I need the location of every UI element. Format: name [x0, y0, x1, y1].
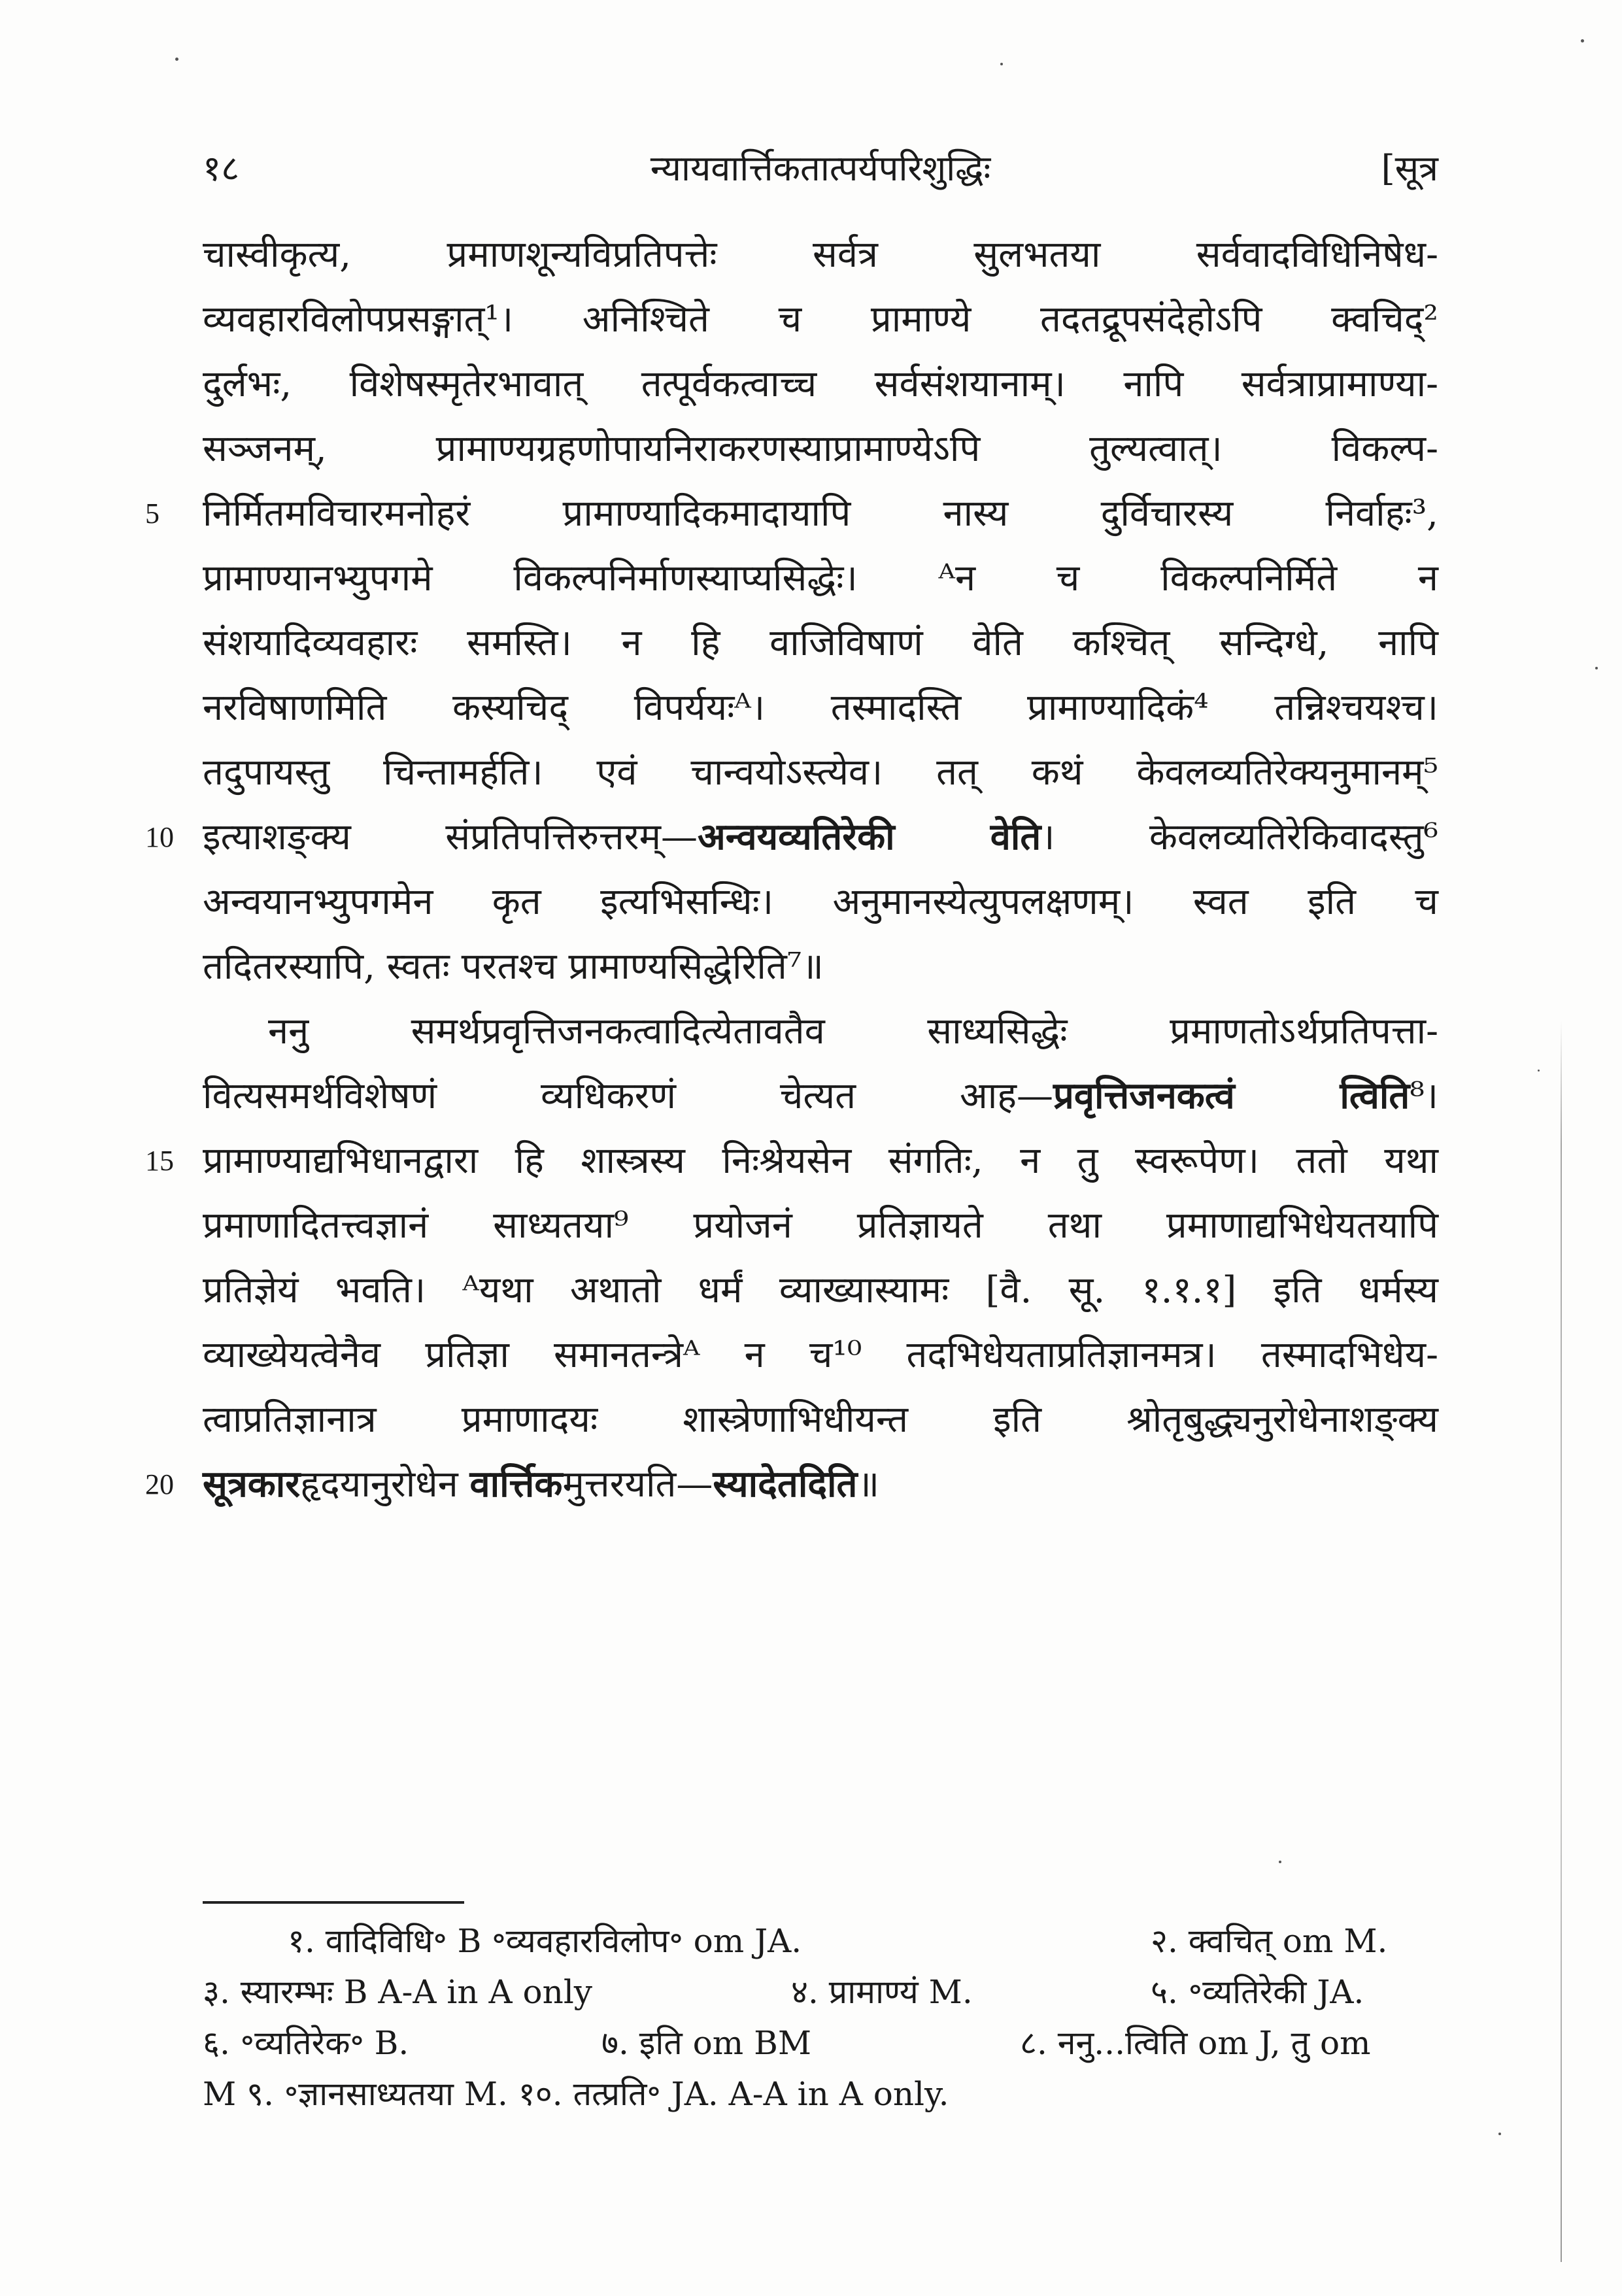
- section-marker: [सूत्र: [1381, 148, 1438, 189]
- text-segment: तदुपायस्तु चिन्तामर्हति। एवं चान्वयोऽस्त्येव। तत् कथं केवलव्यतिरेक्यनुमानम्⁵: [203, 751, 1438, 794]
- text-segment: त्वाप्रतिज्ञानात्र प्रमाणादयः शास्त्रेणाभिधीयन्त इति श्रोतृबुद्ध्यनुरोधेनाशङ्क्य: [203, 1398, 1438, 1441]
- scan-speck: [1595, 667, 1598, 669]
- main-text: [145, 222, 1438, 1517]
- text-line: [203, 869, 1438, 934]
- text-segment: हृदयानुरोधेन: [300, 1463, 470, 1506]
- text-segment: अन्वयानभ्युपगमेन कृत इत्यभिसन्धिः। अनुमानस्येत्युपलक्षणम्। स्वत इति च: [203, 881, 1438, 923]
- emphasized-text: अन्वयव्यतिरेकी वेति: [698, 815, 1041, 858]
- footnote-line: [203, 2068, 1432, 2119]
- footnote: ५. ॰व्यतिरेकी JA.: [1151, 1973, 1364, 2011]
- text-segment: । केवलव्यतिरेकिवादस्तु⁶: [1041, 816, 1438, 858]
- emphasized-text: स्यादेतदिति: [713, 1462, 858, 1506]
- text-line: [145, 1452, 1438, 1517]
- scan-speck: [1538, 1070, 1540, 1072]
- text-line: [203, 1193, 1438, 1258]
- text-line: [203, 546, 1438, 611]
- text-segment: चास्वीकृत्य, प्रमाणशून्यविप्रतिपत्तेः सर्वत्र सुलभतया सर्ववादविधिनिषेध-: [203, 233, 1438, 276]
- text-segment: व्यवहारविलोपप्रसङ्गात्¹। अनिश्चिते च प्रामाण्ये तदतद्रूपसंदेहोऽपि क्वचिद्²: [203, 298, 1438, 341]
- text-line: [203, 675, 1438, 740]
- text-segment: ⁸।: [1410, 1075, 1438, 1117]
- text-segment: प्रामाण्यानभ्युपगमे विकल्पनिर्माणस्याप्यसिद्धेः। ᴬन च विकल्पनिर्मिते न: [203, 557, 1438, 599]
- text-segment: प्रमाणादितत्त्वज्ञानं साध्यतया⁹ प्रयोजनं प्रतिज्ञायते तथा प्रमाणाद्यभिधेयतयापि: [203, 1204, 1438, 1247]
- text-line: [203, 352, 1438, 416]
- line-number: 15: [145, 1145, 174, 1177]
- text-segment: तदितरस्यापि, स्वतः परतश्च प्रामाण्यसिद्धेरिति⁷॥: [203, 945, 824, 988]
- footnote-rule: [203, 1901, 464, 1904]
- scan-speck: [1498, 2133, 1501, 2135]
- text-line: [203, 934, 1438, 999]
- text-segment: व्याख्येयत्वेनैव प्रतिज्ञा समानतन्त्रेᴬ न च¹⁰ तदभिधेयताप्रतिज्ञानमत्र। तस्मादभिधेय-: [203, 1334, 1438, 1376]
- text-line: [203, 222, 1438, 287]
- text-segment: ननु समर्थप्रवृत्तिजनकत्वादित्येतावतैव साध्यसिद्धेः प्रमाणतोऽर्थप्रतिपत्ता-: [268, 1010, 1438, 1053]
- text-line: [203, 1387, 1438, 1452]
- emphasized-text: वार्त्तिक: [469, 1462, 563, 1506]
- footnote-line: [203, 1916, 1432, 1967]
- footnote: ४. प्रामाण्यं M.: [791, 1973, 973, 2011]
- text-line: [145, 481, 1438, 546]
- footnote: M ९. ॰ज्ञानसाध्यतया M. १०. तत्प्रति॰ JA. A-A in A only.: [203, 2075, 949, 2113]
- line-number: 10: [145, 821, 174, 853]
- text-line: [145, 805, 1438, 869]
- line-number: 20: [145, 1468, 174, 1500]
- scan-edge-shadow: [1561, 1020, 1562, 2262]
- text-line: [203, 1323, 1438, 1387]
- footnote-line: [203, 2017, 1432, 2068]
- page-number: १८: [203, 148, 240, 189]
- text-segment: प्रामाण्याद्यभिधानद्वारा हि शास्त्रस्य निःश्रेयसेन संगतिः, न तु स्वरूपेण। ततो यथा: [203, 1140, 1438, 1182]
- text-line: [203, 740, 1438, 805]
- footnote: २. क्वचित् om M.: [1151, 1922, 1388, 1960]
- text-line: [203, 1258, 1438, 1323]
- text-line: [203, 611, 1438, 675]
- text-segment: प्रतिज्ञेयं भवति। ᴬयथा अथातो धर्मं व्याख्यास्यामः [वै. सू. १.१.१] इति धर्मस्य: [203, 1269, 1438, 1311]
- text-segment: निर्मितमविचारमनोहरं प्रामाण्यादिकमादायापि नास्य दुर्विचारस्य निर्वाहः³,: [203, 492, 1438, 535]
- scan-speck: [1000, 63, 1003, 65]
- footnote: ६. ॰व्यतिरेक॰ B.: [203, 2024, 409, 2062]
- scan-speck: [1581, 39, 1584, 42]
- text-segment: ॥: [857, 1463, 880, 1506]
- text-line: [203, 1064, 1438, 1128]
- footnote: ३. स्यारम्भः B A-A in A only: [203, 1973, 593, 2011]
- footnote: ८. ननु...त्विति om J, तु om: [1020, 2024, 1371, 2062]
- text-segment: इत्याशङ्क्य संप्रतिपत्तिरुत्तरम्—: [203, 816, 698, 858]
- text-segment: संशयादिव्यवहारः समस्ति। न हि वाजिविषाणं वेति कश्चित् सन्दिग्धे, नापि: [203, 622, 1438, 664]
- scan-speck: [175, 58, 178, 61]
- footnotes: [203, 1916, 1432, 2119]
- line-number: 5: [145, 498, 160, 530]
- text-line: [203, 999, 1438, 1064]
- text-segment: वित्यसमर्थविशेषणं व्यधिकरणं चेत्यत आह—: [203, 1075, 1053, 1117]
- footnote: १. वादिविधि॰ B ॰व्यवहारविलोप॰ om JA.: [288, 1922, 802, 1960]
- text-line: [145, 1128, 1438, 1193]
- emphasized-text: सूत्रकार: [203, 1462, 301, 1506]
- text-line: [203, 416, 1438, 481]
- text-segment: मुत्तरयति—: [562, 1463, 713, 1506]
- footnote-line: [203, 1967, 1432, 2017]
- running-title: न्यायवार्त्तिकतात्पर्यपरिशुद्धिः: [650, 148, 991, 189]
- text-segment: सञ्जनम्, प्रामाण्यग्रहणोपायनिराकरणस्याप्रामाण्येऽपि तुल्यत्वात्। विकल्प-: [203, 428, 1438, 470]
- scan-speck: [1279, 1861, 1281, 1863]
- emphasized-text: प्रवृत्तिजनकत्वं त्विति: [1053, 1074, 1410, 1117]
- text-segment: नरविषाणमिति कस्यचिद् विपर्ययःᴬ। तस्मादस्ति प्रामाण्यादिकं⁴ तन्निश्चयश्च।: [203, 686, 1438, 729]
- footnote: ७. इति om BM: [601, 2024, 812, 2062]
- text-segment: दुर्लभः, विशेषस्मृतेरभावात् तत्पूर्वकत्वाच्च सर्वसंशयानाम्। नापि सर्वत्राप्रामाण्या-: [203, 363, 1438, 405]
- text-line: [203, 287, 1438, 352]
- running-header: [203, 143, 1438, 195]
